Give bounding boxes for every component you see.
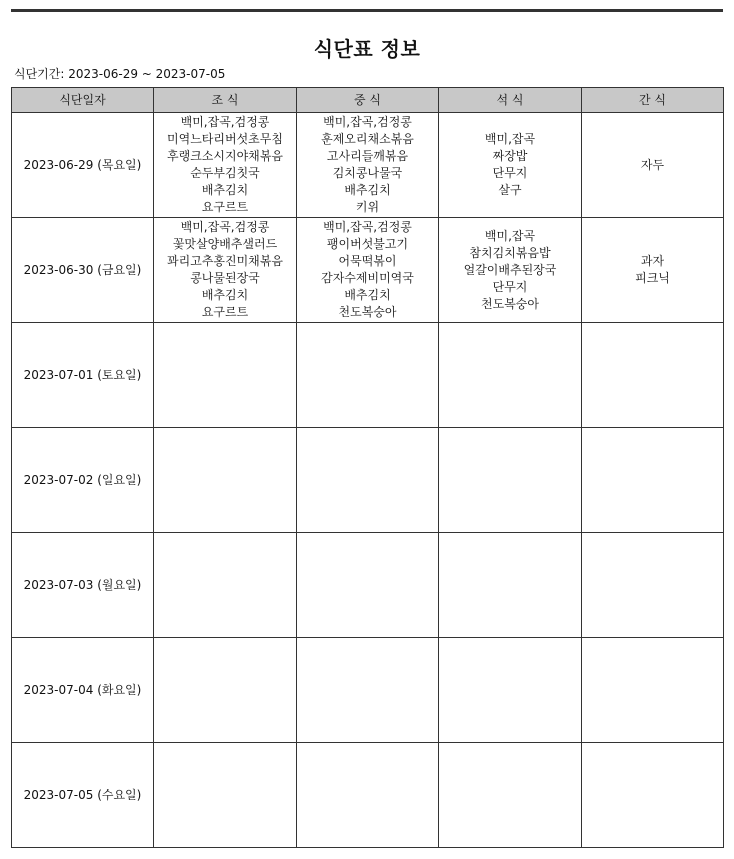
header-dinner: 석 식: [439, 88, 582, 113]
snack-cell: [582, 323, 724, 428]
meal-item: 짜장밥: [492, 149, 528, 163]
dinner-cell: [439, 638, 582, 743]
date-cell: 2023-07-02 (일요일): [12, 428, 154, 533]
meal-item: 배추김치: [344, 183, 391, 197]
snack-cell: [582, 743, 724, 848]
snack-cell: [582, 113, 724, 218]
meal-item: 훈제오리채소볶음: [321, 132, 414, 146]
top-divider: [11, 9, 723, 12]
page-title: 식단표 정보: [313, 37, 421, 61]
table-row: [12, 743, 724, 848]
meal-item: 천도복숭아: [481, 296, 539, 311]
header-snack: 간 식: [582, 88, 724, 113]
lunch-cell: [297, 113, 439, 218]
header-lunch: 중 식: [297, 88, 439, 113]
table-body: [12, 113, 724, 848]
meal-item: 꽈리고추홍진미채볶음: [167, 254, 283, 268]
lunch-cell: [297, 428, 439, 533]
breakfast-cell: [154, 743, 297, 848]
meal-item: 키위: [355, 200, 380, 214]
header-breakfast: 조 식: [154, 88, 297, 113]
header-date: 식단일자: [12, 88, 154, 113]
dinner-cell: [439, 428, 582, 533]
meal-item: 콩나물된장국: [190, 271, 260, 285]
meal-period: 식단기간: 2023-06-29 ~ 2023-07-05: [14, 67, 226, 81]
meal-item: 감자수제비미역국: [321, 271, 414, 285]
date-cell: 2023-06-29 (목요일): [12, 113, 154, 218]
dinner-cell: [439, 533, 582, 638]
table-row: [12, 113, 724, 218]
snack-cell: [582, 638, 724, 743]
meal-item: 천도복숭아: [338, 305, 397, 319]
lunch-cell: [297, 218, 439, 323]
meal-item: 고사리들깨볶음: [326, 149, 409, 163]
table-row: [12, 638, 724, 743]
breakfast-cell: [154, 323, 297, 428]
breakfast-cell: [154, 113, 297, 218]
date-cell: 2023-07-01 (토요일): [12, 323, 154, 428]
lunch-cell: [297, 533, 439, 638]
dinner-cell: [439, 218, 582, 323]
meal-item: 자두: [640, 157, 665, 172]
table-row: [12, 533, 724, 638]
meal-item: 김치콩나물국: [332, 166, 403, 180]
meal-item: 순두부김칫국: [190, 166, 260, 180]
meal-item: 백미,잡곡: [484, 132, 536, 146]
date-cell: 2023-07-03 (월요일): [12, 533, 154, 638]
meal-item: 백미,잡곡,검정콩: [180, 115, 270, 129]
meal-item: 배추김치: [201, 288, 249, 302]
meal-item: 후랭크소시지야채볶음: [167, 149, 283, 163]
meal-item: 백미,잡곡: [484, 228, 536, 243]
table-header-row: [12, 88, 724, 113]
date-cell: 2023-07-04 (화요일): [12, 638, 154, 743]
meal-item: 피크닉: [635, 271, 670, 285]
snack-cell: [582, 533, 724, 638]
date-cell: 2023-07-05 (수요일): [12, 743, 154, 848]
meal-item: 단무지: [492, 166, 528, 180]
meal-item: 단무지: [492, 279, 528, 294]
meal-item: 백미,잡곡,검정콩: [180, 220, 270, 234]
date-cell: 2023-06-30 (금요일): [12, 218, 154, 323]
dinner-cell: [439, 743, 582, 848]
table-row: [12, 428, 724, 533]
meal-item: 살구: [498, 183, 522, 197]
meal-item: 팽이버섯불고기: [326, 237, 409, 251]
meal-item: 어묵떡볶이: [338, 254, 397, 268]
table-row: [12, 218, 724, 323]
dinner-cell: [439, 113, 582, 218]
dinner-cell: [439, 323, 582, 428]
breakfast-cell: [154, 638, 297, 743]
lunch-cell: [297, 323, 439, 428]
meal-item: 과자: [640, 254, 665, 268]
lunch-cell: [297, 743, 439, 848]
breakfast-cell: [154, 428, 297, 533]
meal-item: 요구르트: [201, 200, 249, 214]
meal-item: 꽃맛살양배추샐러드: [172, 237, 278, 251]
snack-cell: [582, 218, 724, 323]
lunch-cell: [297, 638, 439, 743]
meal-item: 참치김치볶음밥: [469, 245, 551, 260]
meal-item: 배추김치: [201, 183, 249, 197]
meal-item: 얼갈이배추된장국: [463, 262, 557, 277]
meal-item: 요구르트: [201, 305, 249, 319]
breakfast-cell: [154, 533, 297, 638]
table-row: [12, 323, 724, 428]
meal-item: 미역느타리버섯초무침: [167, 132, 283, 146]
snack-cell: [582, 428, 724, 533]
meal-item: 백미,잡곡,검정콩: [323, 115, 412, 129]
meal-item: 배추김치: [344, 288, 391, 302]
meal-item: 백미,잡곡,검정콩: [323, 220, 412, 234]
meal-table: [11, 87, 724, 848]
breakfast-cell: [154, 218, 297, 323]
